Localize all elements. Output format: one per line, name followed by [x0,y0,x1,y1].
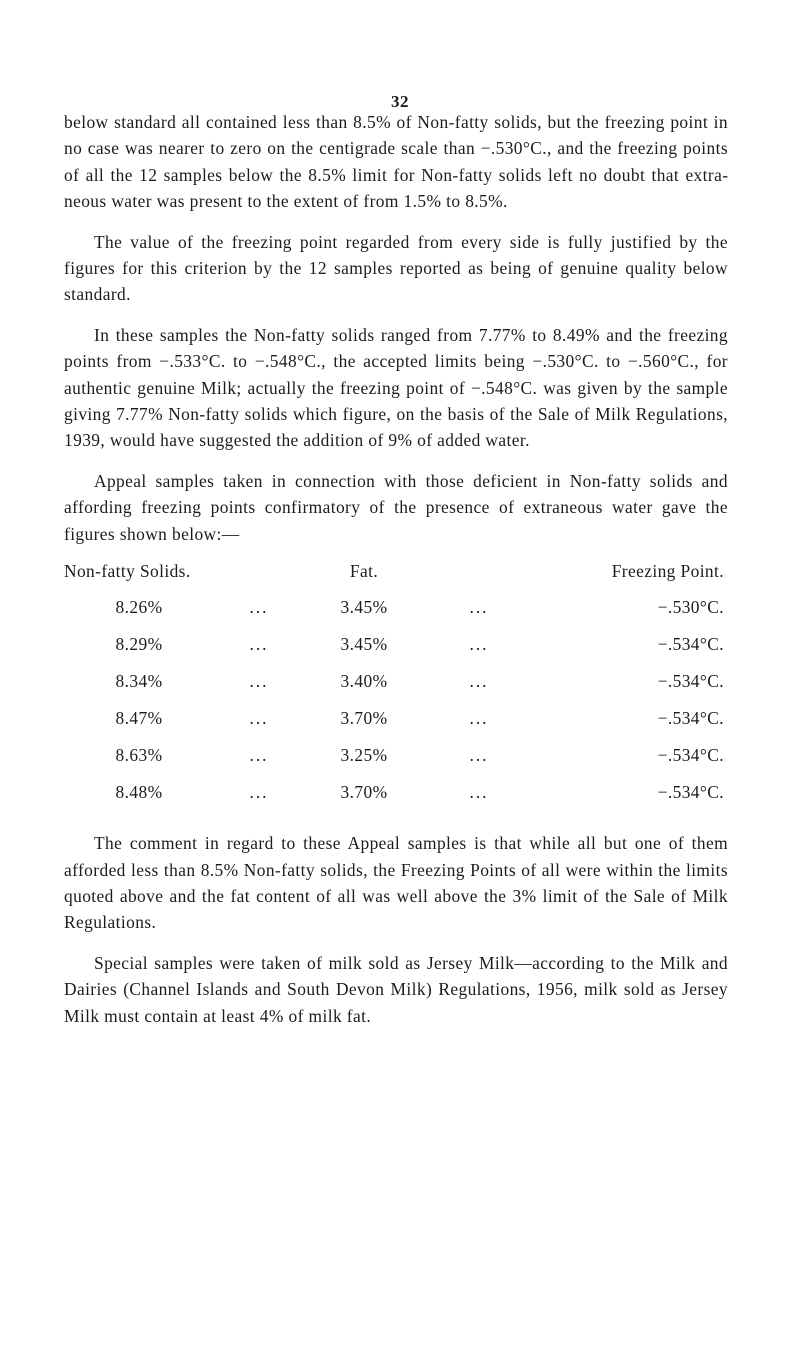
cell-solids: 8.47% [115,708,163,729]
cell-freezing-point: −.534°C. [657,634,724,655]
cell-solids: 8.34% [115,671,163,692]
leader-dots: ... [249,597,269,618]
leader-dots: ... [249,634,269,655]
leader-dots: ... [469,634,489,655]
header-freezing-point: Freezing Point. [611,561,724,582]
paragraph-5: The comment in regard to these Appeal samples is that while all but one of them afforded less than 8.5% Non-fatty solids, the Freezing Points of all were within the limits quoted above and the fat content of all was well above the 3% limit of the Sale of Milk Regulations. [64,833,728,933]
cell-fat: 3.25% [340,745,388,766]
leader-dots: ... [469,708,489,729]
header-non-fatty-solids: Non-fatty Solids. [64,561,191,582]
cell-freezing-point: −.534°C. [657,782,724,803]
cell-fat: 3.45% [340,597,388,618]
leader-dots: ... [249,782,269,803]
table-row [64,594,724,631]
paragraph-4: Appeal samples taken in connection with those deficient in Non-fatty solids and affording freezing points confirmatory of the presence of extraneous water gave the figures shown below:— [64,470,728,544]
cell-solids: 8.48% [115,782,163,803]
cell-solids: 8.29% [115,634,163,655]
cell-fat: 3.70% [340,782,388,803]
paragraph-2: The value of the freezing point regarded from every side is fully justified by the figures for this criterion by the 12 samples reported as being of genuine quality below standard. [64,231,728,305]
table-row [64,631,724,668]
leader-dots: ... [469,745,489,766]
leader-dots: ... [469,782,489,803]
leader-dots: ... [469,671,489,692]
table-header-row [64,558,724,594]
cell-freezing-point: −.534°C. [657,745,724,766]
paragraph-6: Special samples were taken of milk sold as Jersey Milk—according to the Milk and Dairies (Channel Islands and South Devon Milk) Regulations, 1956, milk sold as Jersey Milk must contain at least 4% of milk fat. [64,952,728,1026]
cell-fat: 3.70% [340,708,388,729]
cell-solids: 8.26% [115,597,163,618]
leader-dots: ... [249,745,269,766]
document-body [64,109,728,1029]
table-row [64,779,724,816]
cell-freezing-point: −.534°C. [657,708,724,729]
cell-solids: 8.63% [115,745,163,766]
cell-freezing-point: −.534°C. [657,671,724,692]
header-fat: Fat. [349,561,379,582]
leader-dots: ... [469,597,489,618]
leader-dots: ... [249,671,269,692]
cell-freezing-point: −.530°C. [657,597,724,618]
table-row [64,705,724,742]
paragraph-3: In these samples the Non-fatty solids ranged from 7.77% to 8.49% and the freezing points from −.533°C. to −.548°C., the accepted limits being −.530°C. to −.560°C., for authentic genuine Milk; actually the freezing point of −.548°C. was given by the sample giving 7.77% Non-fatty solids which figure, on the basis of the Sale of Milk Regulations, 1939, would have suggested the addition of 9% of added water. [64,324,728,451]
table-row [64,742,724,779]
paragraph-1: below standard all contained less than 8.5% of Non-fatty solids, but the freezing point in no case was nearer to zero on the centigrade scale than −.530°C., and the freezing points of all the 12 samples below the 8.5% limit for Non-fatty solids left no doubt that extraneous water was present to the extent of from 1.5% to 8.5%. [64,112,728,212]
page-number: 32 [391,92,409,111]
cell-fat: 3.40% [340,671,388,692]
cell-fat: 3.45% [340,634,388,655]
table-row [64,668,724,705]
appeal-samples-table [64,558,724,816]
leader-dots: ... [249,708,269,729]
